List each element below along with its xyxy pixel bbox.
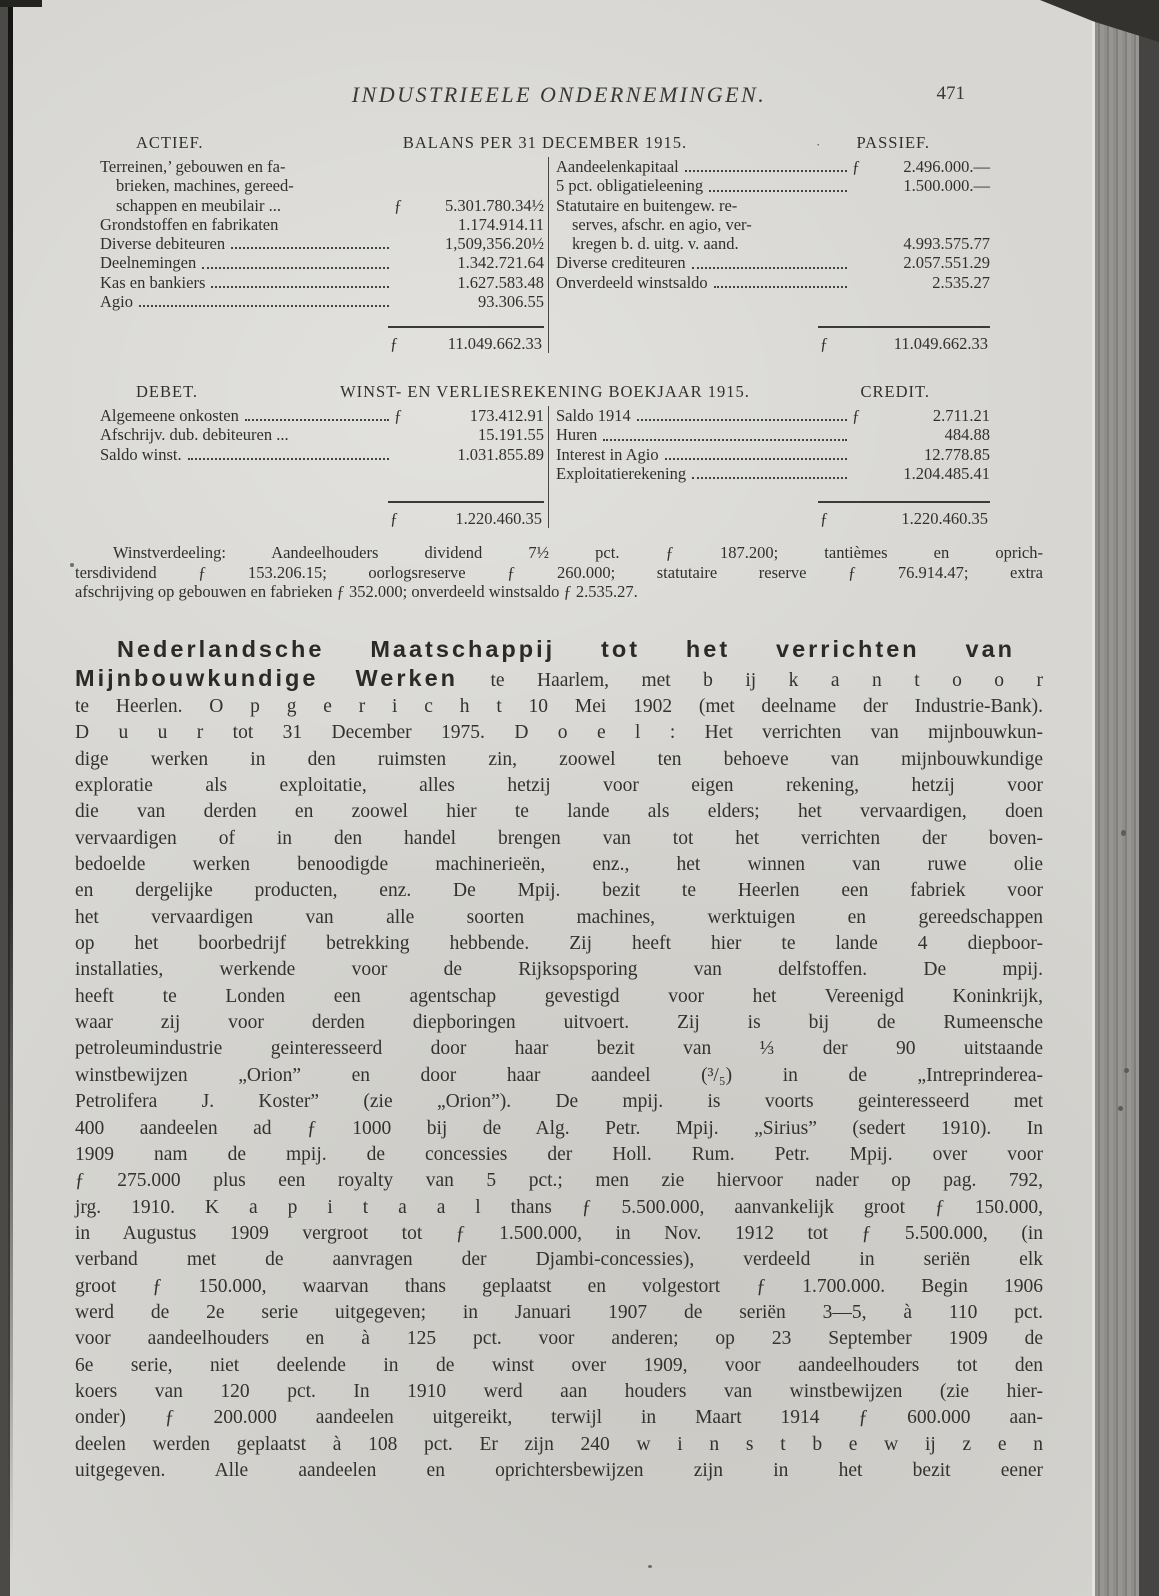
- article-line: in Augustus 1909 vergroot tot ƒ 1.500.000, in Nov. 1912 tot ƒ 5.500.000, (in: [75, 1222, 1043, 1244]
- scan-topleft-mark: [0, 0, 42, 7]
- row-label: 5 pct. obligatieleening: [555, 176, 704, 196]
- table-row: [556, 234, 990, 253]
- company-name-bold: Mijnbouwkundige Werken: [75, 665, 458, 691]
- article-line: groot ƒ 150.000, waarvan thans geplaatst en volgestort ƒ 1.700.000. Begin 1906: [75, 1275, 1043, 1297]
- article-line: dige werken in den ruimsten zin, zoowel ten behoeve van mijnbouwkundige: [75, 748, 1043, 770]
- actief-total: ƒ 11.049.662.33: [388, 326, 544, 353]
- row-amount: 1.342.721.64: [457, 253, 544, 273]
- row-amount: ƒ 2.496.000.—: [852, 157, 990, 176]
- dot-leader: [714, 286, 847, 288]
- book-page-edges: [1095, 0, 1139, 1596]
- debet-column: [100, 406, 549, 528]
- article-line: 400 aandeelen ad ƒ 1000 bij de Alg. Petr. Mpij. „Sirius” (sedert 1910). In: [75, 1117, 1043, 1139]
- table-row: [100, 406, 544, 425]
- company-name-line1: Nederlandsche Maatschappij tot het verrichten van: [117, 636, 1015, 662]
- dot-leader: [692, 267, 847, 269]
- article-line: deelen werden geplaatst à 108 pct. Er zijn 240 w i n s t b e w ij z e n: [75, 1433, 1043, 1455]
- article-line: winstbewijzen „Orion” en door haar aandeel (³/₅) in de „Intreprinderea-: [75, 1064, 1043, 1086]
- article-line: koers van 120 pct. In 1910 werd aan houders van winstbewijzen (zie hier-: [75, 1380, 1043, 1402]
- credit-total-row: [556, 501, 990, 528]
- row-label: Afschrijv. dub. debiteuren ...: [100, 425, 289, 445]
- florin-sign: ƒ: [393, 406, 403, 425]
- dot-leader: [245, 419, 389, 421]
- scan-right-dark-edge: [1139, 0, 1159, 1596]
- running-header-title: INDUSTRIEELE ONDERNEMINGEN.: [351, 82, 767, 107]
- article-line: jrg. 1910. K a p i t a a l thans ƒ 5.500.000, aanvankelijk groot ƒ 150.000,: [75, 1196, 1043, 1218]
- table-row: [556, 176, 990, 195]
- credit-heading: CREDIT.: [860, 382, 930, 401]
- article-line: op het boorbedrijf betrekking hebbende. Zij heeft hier te lande 4 diepboor-: [75, 933, 1043, 955]
- row-label: Saldo winst.: [100, 444, 182, 464]
- row-amount: 1.174.914.11: [457, 214, 544, 234]
- dot-leader: [211, 286, 389, 288]
- table-row: [100, 445, 544, 464]
- article-line: petroleumindustrie geinteresseerd door haar bezit van ⅓ der 90 uitstaande: [75, 1038, 1043, 1060]
- row-label: Grondstoffen en fabrikaten: [100, 214, 279, 234]
- row-label: Saldo 1914: [555, 406, 631, 425]
- article-line: D u u r tot 31 December 1975. D o e l : Het verrichten van mijnbouwkun-: [75, 722, 1043, 744]
- dot-leader: [231, 247, 389, 249]
- scan-left-edge-line: [8, 0, 13, 1565]
- article-line: waar zij voor derden diepboringen uitvoert. Zij is bij de Rumeensche: [75, 1012, 1043, 1034]
- article-line: ƒ 275.000 plus een royalty van 5 pct.; men zie hiervoor nader op pag. 792,: [75, 1170, 1043, 1192]
- table-row: [556, 196, 990, 215]
- row-label: brieken, machines, gereed-: [116, 176, 294, 196]
- actief-heading: ACTIEF.: [136, 133, 204, 152]
- passief-column: [549, 157, 990, 353]
- page-edge-mark: [1124, 1068, 1129, 1073]
- article-line: installaties, werkende voor de Rijksopsporing van delfstoffen. De mpij.: [75, 959, 1043, 981]
- article-line: en dergelijke producten, enz. De Mpij. bezit te Heerlen een fabriek voor: [75, 880, 1043, 902]
- company-article: [75, 636, 1043, 1484]
- actief-total-row: [100, 326, 544, 353]
- table-row: [100, 157, 544, 176]
- dot-leader: [603, 439, 847, 441]
- florin-sign: ƒ: [852, 406, 861, 425]
- article-line: 6e serie, niet deelende in de winst over 1909, voor aandeelhouders tot den: [75, 1354, 1043, 1376]
- dot-leader: [685, 170, 847, 172]
- profit-loss-statement: [100, 382, 990, 528]
- table-row: [556, 253, 990, 272]
- florin-sign: ƒ: [389, 508, 399, 528]
- passief-heading: PASSIEF.: [856, 133, 930, 152]
- article-line: Petrolifera J. Koster” (zie „Orion”). De mpij. is voorts geinteresseerd met: [75, 1091, 1043, 1113]
- profit-distribution-paragraph: [75, 543, 1043, 602]
- row-label: Algemeene onkosten: [100, 406, 239, 425]
- row-amount: 1.204.485.41: [903, 463, 990, 483]
- ink-speck: [648, 1565, 652, 1568]
- article-line: verband met de aanvragen der Djambi-concessies), verdeeld in seriën elk: [75, 1249, 1043, 1271]
- balance-sheet-header: [100, 133, 990, 157]
- ink-speck: [70, 563, 74, 567]
- row-label: Agio: [100, 292, 133, 312]
- article-line: vervaardigen of in den handel brengen van tot het verrichten der boven-: [75, 827, 1043, 849]
- article-line: heeft te Londen een agentschap gevestigd voor het Vereenigd Koninkrijk,: [75, 985, 1043, 1007]
- row-label: kregen b. d. uitg. v. aand.: [571, 234, 739, 254]
- table-row: [556, 464, 990, 483]
- row-amount: ƒ 173.412.91: [393, 406, 544, 425]
- table-row: [100, 292, 544, 311]
- florin-sign: ƒ: [389, 333, 399, 353]
- debet-total: ƒ 1.220.460.35: [388, 501, 544, 528]
- article-line: werd de 2e serie uitgegeven; in Januari 1907 de seriën 3—5, à 110 pct.: [75, 1301, 1043, 1323]
- row-label: Exploitatierekening: [555, 463, 687, 483]
- article-line: voor aandeelhouders en à 125 pct. voor anderen; op 23 September 1909 de: [75, 1328, 1043, 1350]
- paragraph-line: afschrijving op gebouwen en fabrieken ƒ 352.000; onverdeeld winstsaldo ƒ 2.535.27.: [75, 582, 638, 601]
- row-label: Diverse crediteuren: [555, 253, 686, 273]
- dot-leader: [709, 190, 847, 192]
- table-row: [100, 253, 544, 272]
- article-line: te Heerlen. O p g e r i c h t 10 Mei 1902 (met deelname der Industrie-Bank).: [75, 696, 1043, 717]
- page-edge-mark: [1121, 830, 1126, 836]
- balance-title: BALANS PER 31 DECEMBER 1915.: [402, 133, 688, 152]
- row-label: Deelnemingen: [100, 253, 197, 273]
- print-artifact-dot: ·: [816, 137, 821, 152]
- table-row: [100, 273, 544, 292]
- row-label: Diverse debiteuren: [100, 234, 226, 254]
- table-row: [556, 425, 990, 444]
- row-amount: 12.778.85: [924, 444, 990, 464]
- row-amount: 93.306.55: [477, 292, 544, 312]
- row-label: schappen en meubilair ...: [116, 195, 281, 215]
- passief-total: ƒ 11.049.662.33: [818, 326, 990, 353]
- row-amount: ƒ 2.711.21: [852, 406, 990, 425]
- balance-sheet: [100, 133, 990, 353]
- row-amount: 15.191.55: [477, 425, 544, 445]
- debet-total-row: [100, 501, 544, 528]
- paragraph-line: tersdividend ƒ 153.206.15; oorlogsreserve ƒ 260.000; statutaire reserve ƒ 76.914.47; extra: [75, 562, 1043, 582]
- row-amount: 4.993.575.77: [903, 234, 990, 254]
- florin-sign: ƒ: [820, 508, 829, 528]
- table-row: [556, 273, 990, 292]
- table-row: [100, 234, 544, 253]
- dot-leader: [692, 477, 847, 479]
- article-line: onder) ƒ 200.000 aandeelen uitgereikt, terwijl in Maart 1914 ƒ 600.000 aan-: [75, 1407, 1043, 1429]
- table-row: [556, 157, 990, 176]
- row-label: Interest in Agio: [555, 444, 659, 464]
- article-line: exploratie als exploitatie, alles hetzij voor eigen rekening, hetzij voor: [75, 775, 1043, 797]
- dot-leader: [637, 419, 847, 421]
- dot-leader: [188, 458, 389, 460]
- row-label: serves, afschr. en agio, ver-: [571, 214, 752, 234]
- page-number: 471: [936, 83, 965, 104]
- page-edge-mark: [1118, 1106, 1123, 1111]
- row-label: Aandeelenkapitaal: [555, 157, 679, 176]
- row-amount: ƒ 5.301.780.34½: [393, 195, 544, 215]
- row-amount: 1.500.000.—: [903, 176, 990, 196]
- profit-loss-title: WINST- EN VERLIESREKENING BOEKJAAR 1915.: [340, 382, 750, 401]
- dot-leader: [665, 458, 847, 460]
- row-label: Terreinen,’ gebouwen en fa-: [100, 157, 286, 176]
- table-row: [100, 196, 544, 215]
- table-row: [100, 176, 544, 195]
- debet-heading: DEBET.: [136, 382, 199, 401]
- row-amount: 1,509,356.20½: [444, 234, 544, 254]
- table-row: [100, 425, 544, 444]
- passief-total-row: [556, 326, 990, 353]
- paragraph-line: Winstverdeeling: Aandeelhouders dividend 7½ pct. ƒ 187.200; tantièmes en oprich-: [113, 543, 1043, 562]
- row-amount: 1.031.855.89: [457, 444, 544, 464]
- article-line: uitgegeven. Alle aandeelen en oprichtersbewijzen zijn in het bezit eener: [75, 1459, 1043, 1481]
- row-label: Kas en bankiers: [100, 272, 206, 292]
- company-name-line2: [75, 665, 1043, 694]
- florin-sign: ƒ: [820, 333, 829, 353]
- actief-column: [100, 157, 549, 353]
- row-label: Onverdeeld winstsaldo: [555, 272, 708, 292]
- table-row: [556, 406, 990, 425]
- florin-sign: ƒ: [393, 195, 403, 215]
- credit-column: [549, 406, 990, 528]
- row-label: Statutaire en buitengew. re-: [555, 195, 738, 215]
- dot-leader: [202, 267, 389, 269]
- company-location: te Haarlem, met b ij k a n t o o r: [490, 670, 1043, 691]
- row-amount: 484.88: [944, 425, 990, 445]
- row-label: Huren: [555, 425, 598, 445]
- article-line: het vervaardigen van alle soorten machines, werktuigen en gereedschappen: [75, 906, 1043, 928]
- table-row: [556, 215, 990, 234]
- florin-sign: ƒ: [852, 157, 861, 176]
- table-row: [100, 215, 544, 234]
- profit-loss-header: [100, 382, 990, 406]
- dot-leader: [139, 305, 389, 307]
- article-line: bedoelde werken benoodigde machinerieën, enz., het winnen van ruwe olie: [75, 854, 1043, 876]
- article-line: 1909 nam de mpij. de concessies der Holl. Rum. Petr. Mpij. over voor: [75, 1143, 1043, 1165]
- row-amount: 2.535.27: [932, 272, 990, 292]
- row-amount: 1.627.583.48: [457, 272, 544, 292]
- row-amount: 2.057.551.29: [903, 253, 990, 273]
- credit-total: ƒ 1.220.460.35: [818, 501, 990, 528]
- table-row: [556, 445, 990, 464]
- article-line: die van derden en zoowel hier te lande als elders; het vervaardigen, doen: [75, 801, 1043, 823]
